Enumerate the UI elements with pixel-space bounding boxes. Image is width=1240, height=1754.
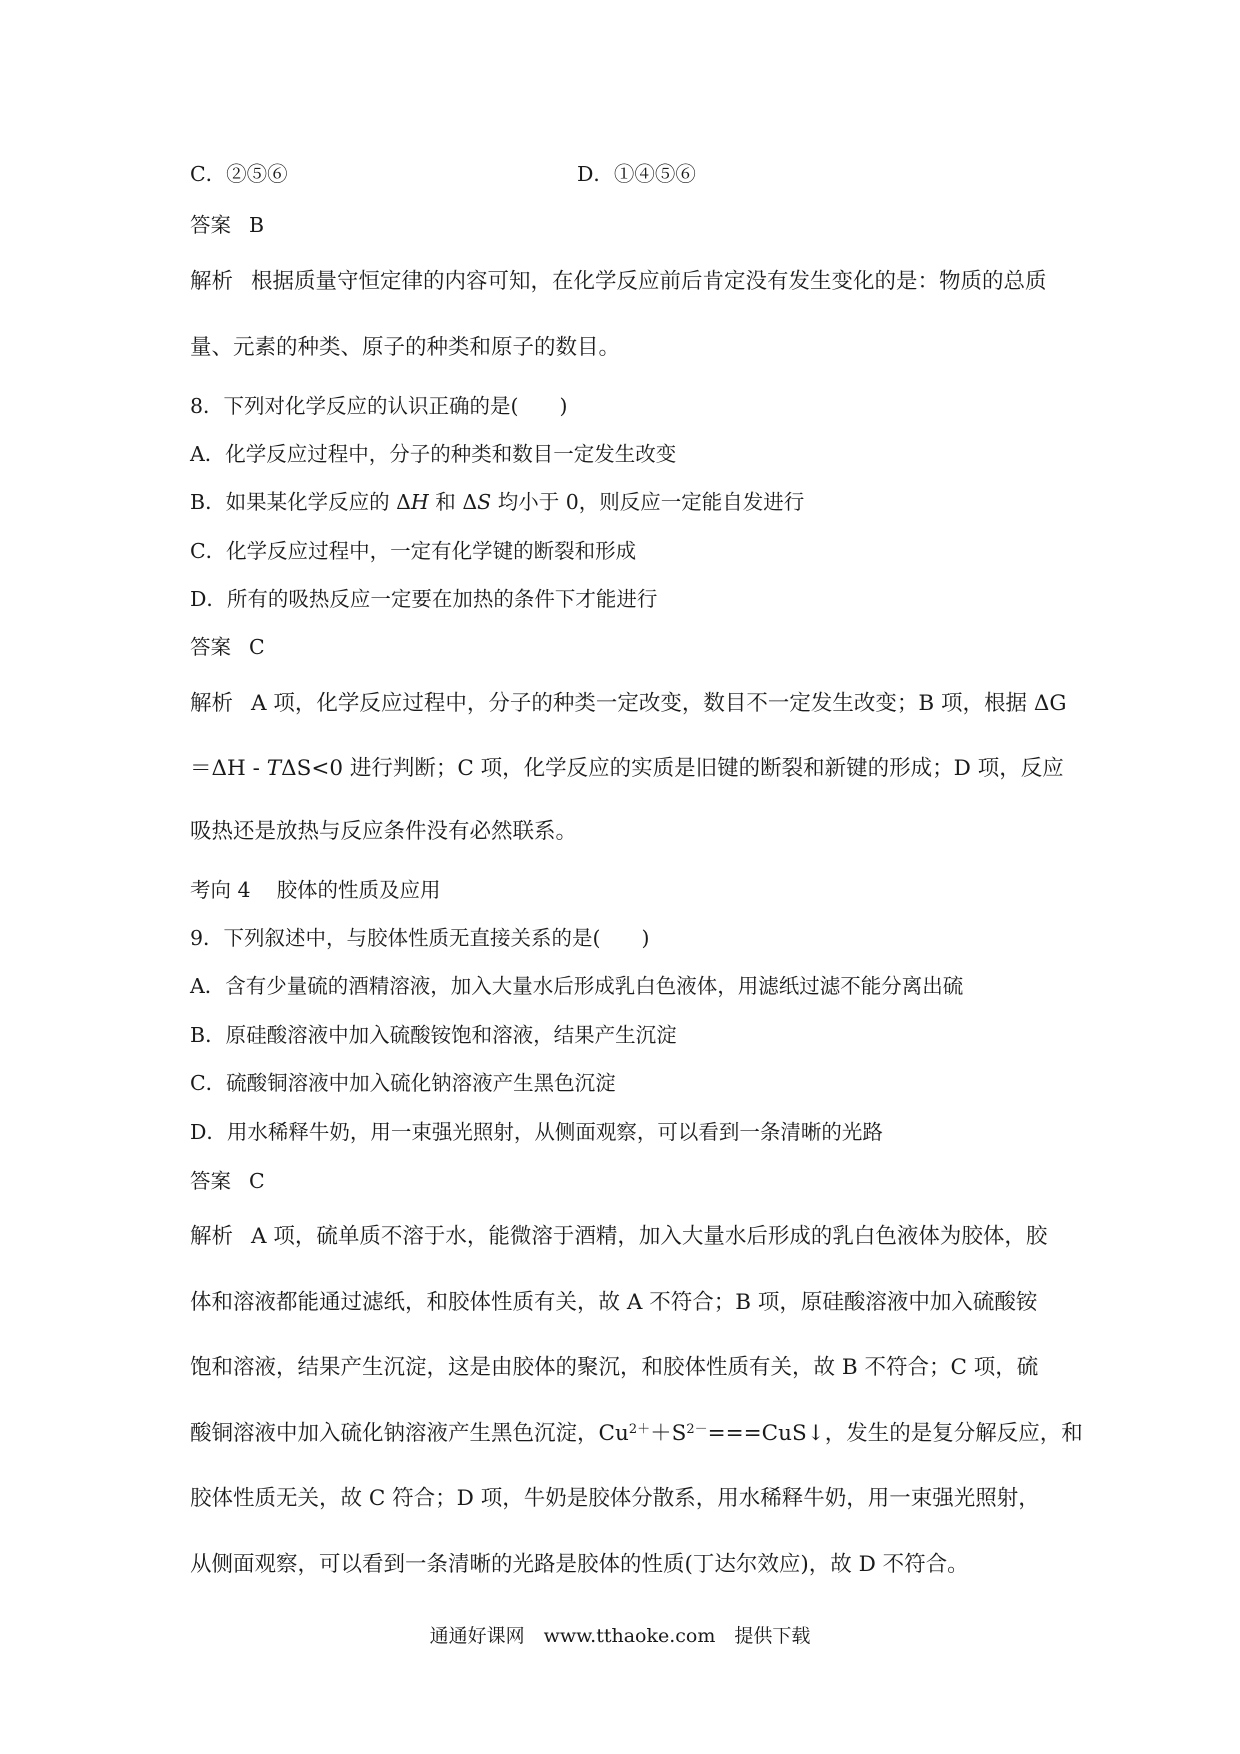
section-label: 考向 4 bbox=[190, 878, 251, 902]
answer-value: C bbox=[249, 635, 265, 659]
q7-option-c: C．②⑤⑥ bbox=[190, 162, 288, 186]
analysis-label: 解析 bbox=[190, 691, 234, 716]
q7-answer bbox=[190, 212, 264, 238]
page-footer: 通通好课网 www.tthaoke.com 提供下载 bbox=[429, 1625, 811, 1647]
q7-analysis-line-2: 量、元素的种类、原子的种类和原子的数目。 bbox=[190, 335, 621, 360]
q9-analysis-line-3: 饱和溶液，结果产生沉淀，这是由胶体的聚沉，和胶体性质有关，故 B 不符合；C 项，硫 bbox=[190, 1355, 1039, 1380]
q9-stem: 9．下列叙述中，与胶体性质无直接关系的是( ) bbox=[190, 926, 650, 950]
q8-analysis-line-3: 吸热还是放热与反应条件没有必然联系。 bbox=[190, 819, 578, 844]
q9-option-b: B．原硅酸溶液中加入硫酸铵饱和溶液，结果产生沉淀 bbox=[190, 1023, 677, 1047]
q8-option-b: B．如果某化学反应的 ΔH 和 ΔS 均小于 0，则反应一定能自发进行 bbox=[190, 490, 805, 514]
section-title: 胶体的性质及应用 bbox=[276, 878, 441, 902]
answer-label: 答案 bbox=[190, 1169, 231, 1193]
answer-label: 答案 bbox=[190, 213, 231, 237]
analysis-label: 解析 bbox=[190, 1224, 234, 1249]
q9-analysis-line-4: 酸铜溶液中加入硫化钠溶液产生黑色沉淀，$Cu^{2+}+S^{2-}===CuS↓$，发生的是复分解反应，和 bbox=[190, 1421, 1083, 1446]
q8-stem: 8．下列对化学反应的认识正确的是( ) bbox=[190, 394, 568, 418]
q8-option-c: C．化学反应过程中，一定有化学键的断裂和形成 bbox=[190, 539, 637, 563]
answer-value: B bbox=[249, 213, 265, 237]
q8-analysis-line-1: 解析 A 项，化学反应过程中，分子的种类一定改变，数目不一定发生改变；B 项，根据 ΔG bbox=[190, 691, 1067, 716]
q9-option-d: D．用水稀释牛奶，用一束强光照射，从侧面观察，可以看到一条清晰的光路 bbox=[190, 1120, 883, 1144]
q7-analysis-line-1: 解析 根据质量守恒定律的内容可知，在化学反应前后肯定没有发生变化的是：物质的总质 bbox=[190, 269, 1047, 294]
q9-analysis-line-1: 解析 A 项，硫单质不溶于水，能微溶于酒精，加入大量水后形成的乳白色液体为胶体，胶 bbox=[190, 1224, 1048, 1249]
q8-analysis-line-2: ＝ΔH - TΔS<0 进行判断；C 项，化学反应的实质是旧键的断裂和新键的形成；D 项，反应 bbox=[190, 756, 1064, 781]
q7-option-d: D．①④⑤⑥ bbox=[577, 162, 696, 186]
analysis-label: 解析 bbox=[190, 269, 234, 294]
q9-analysis-line-6: 从侧面观察，可以看到一条清晰的光路是胶体的性质(丁达尔效应)，故 D 不符合。 bbox=[190, 1552, 969, 1577]
q9-answer bbox=[190, 1168, 265, 1194]
q9-option-c: C．硫酸铜溶液中加入硫化钠溶液产生黑色沉淀 bbox=[190, 1071, 616, 1095]
answer-value: C bbox=[249, 1169, 265, 1193]
q8-answer bbox=[190, 634, 265, 660]
q9-analysis-line-5: 胶体性质无关，故 C 符合；D 项，牛奶是胶体分散系，用水稀释牛奶，用一束强光照射， bbox=[190, 1486, 1040, 1511]
q8-option-d: D．所有的吸热反应一定要在加热的条件下才能进行 bbox=[190, 587, 658, 611]
answer-label: 答案 bbox=[190, 635, 231, 659]
q9-option-a: A．含有少量硫的酒精溶液，加入大量水后形成乳白色液体，用滤纸过滤不能分离出硫 bbox=[190, 974, 964, 998]
q9-analysis-line-2: 体和溶液都能通过滤纸，和胶体性质有关，故 A 不符合；B 项，原硅酸溶液中加入硫酸铵 bbox=[190, 1290, 1038, 1315]
section-heading bbox=[190, 877, 441, 903]
q8-option-a: A．化学反应过程中，分子的种类和数目一定发生改变 bbox=[190, 442, 677, 466]
